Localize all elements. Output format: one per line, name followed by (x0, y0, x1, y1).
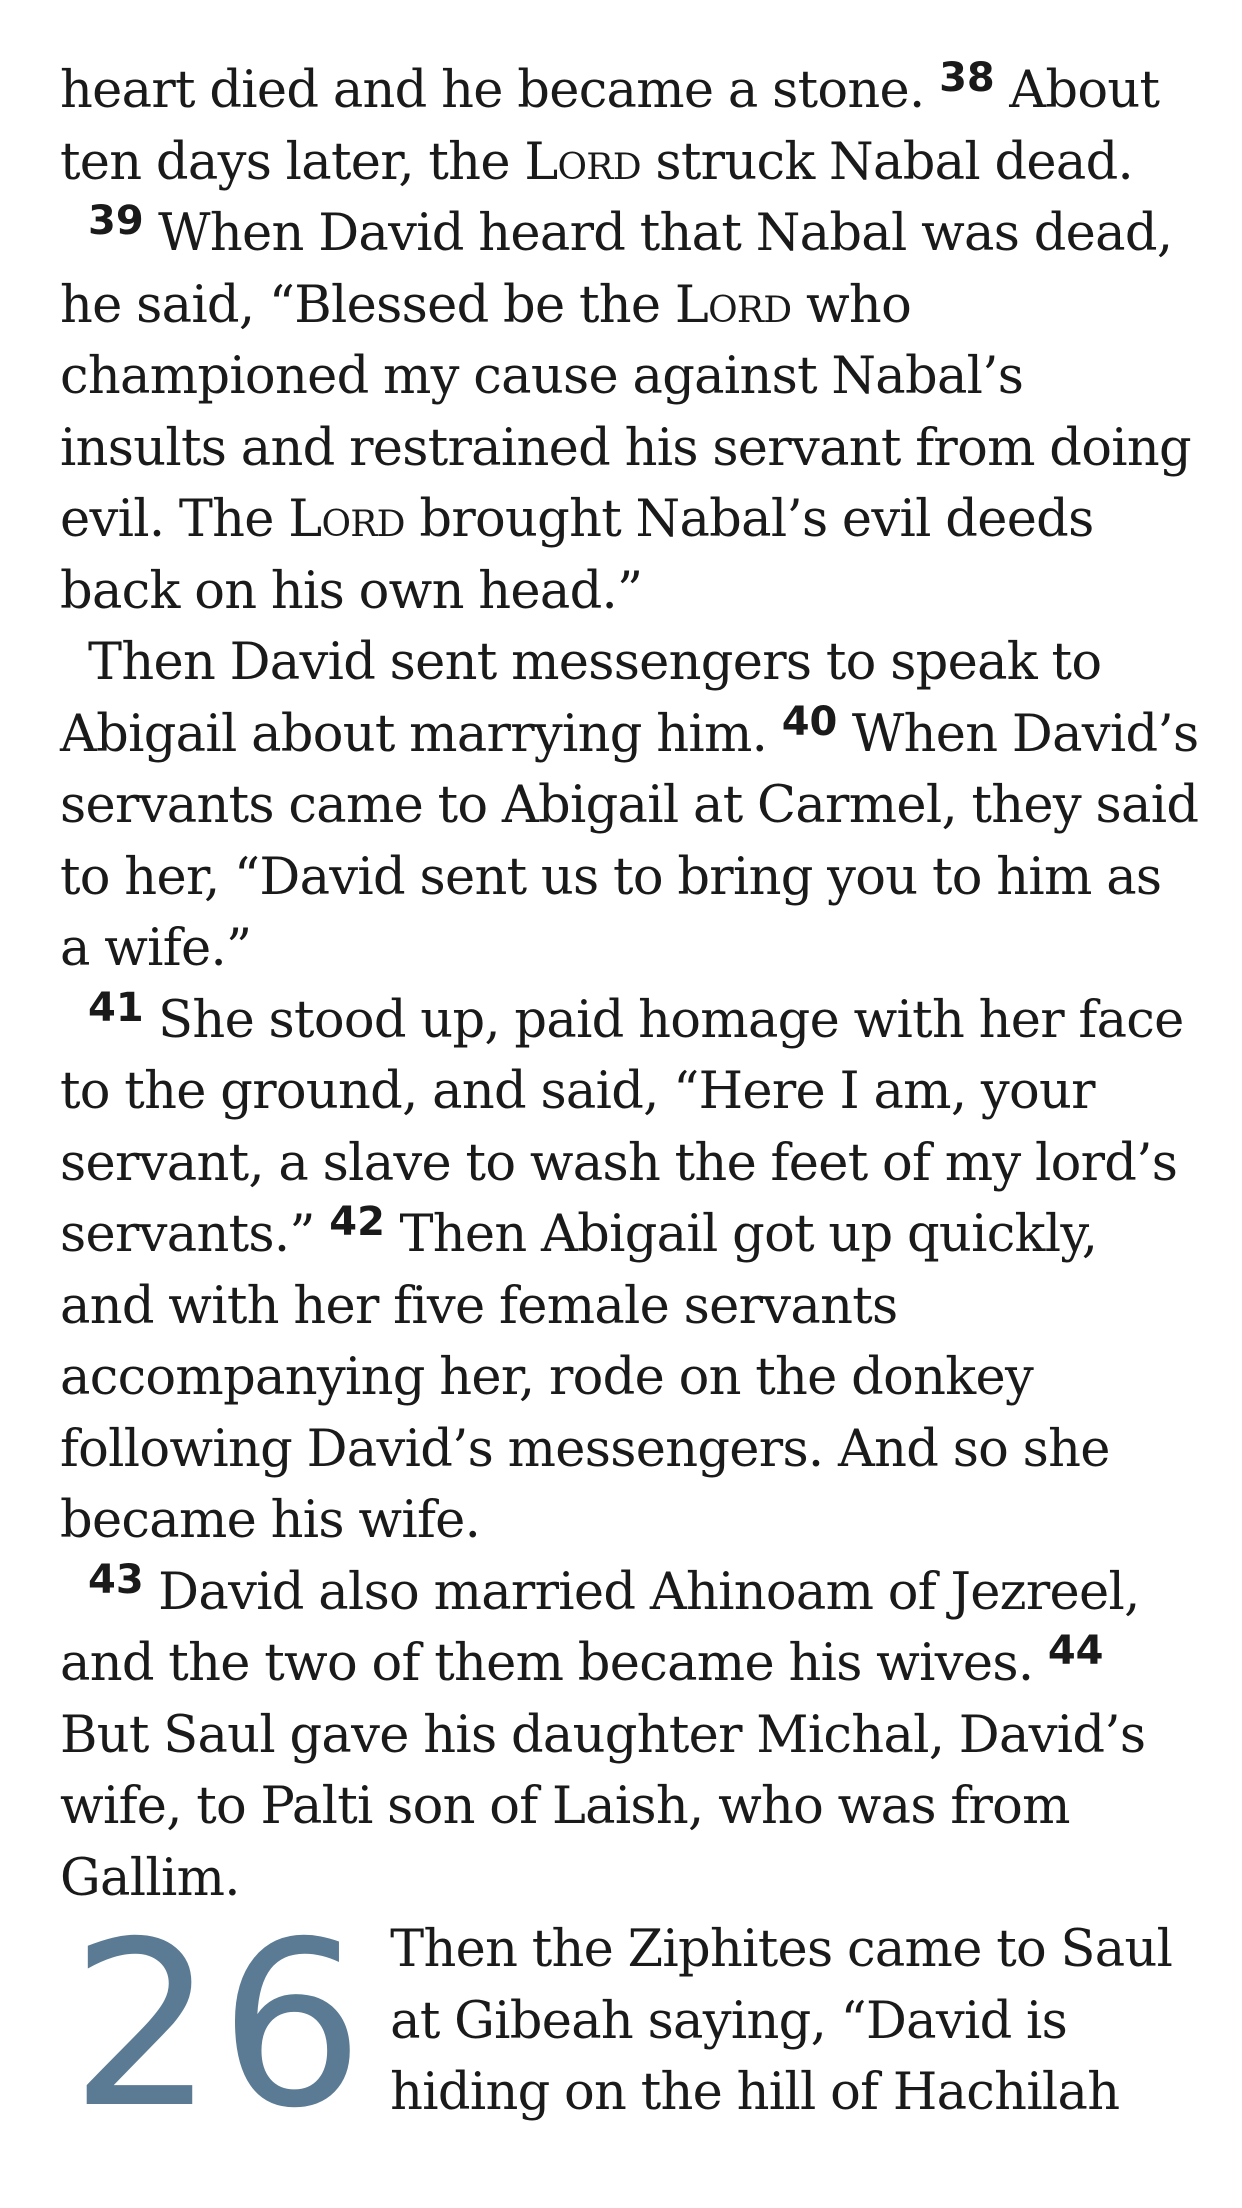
paragraph-verses-37-38 (60, 55, 1200, 198)
divine-name: Lord (288, 490, 405, 549)
verse-text: She stood up, paid homage with her face to the ground, and said, “Here I am, your servant, a slave to wash the feet of my lord’s servants.” (60, 990, 1184, 1264)
verse-text: who championed my cause against Nabal’s insults and restrained his servant from doing evil. The (60, 275, 1191, 549)
verse-text: Then Abigail got up quickly, and with her five female servants accompanying her, rode on the donkey following David’s messengers. And so she became his wife. (60, 1205, 1110, 1550)
reader-page (60, 55, 1200, 2158)
verse-number-40: 40 (781, 698, 838, 745)
paragraph-verse-39 (60, 198, 1200, 627)
verse-text: brought Nabal’s evil deeds back on his own head.” (60, 490, 1094, 621)
verse-text: David also married Ahinoam of Jezreel, and the two of them became his wives. (60, 1562, 1140, 1693)
paragraph-verses-43-44 (60, 1557, 1200, 1915)
verse-text: But Saul gave his daughter Michal, David’s wife, to Palti son of Laish, who was from Gallim. (60, 1705, 1146, 1908)
verse-text: About ten days later, the (60, 61, 1160, 192)
verse-number-39: 39 (88, 198, 144, 244)
paragraph-verses-41-42 (60, 985, 1200, 1557)
divine-name: Lord (674, 275, 792, 335)
verse-number-43: 43 (88, 1556, 144, 1603)
verse-text: Then David sent messengers to speak to Abigail about marrying him. (60, 633, 1102, 764)
verse-text: struck Nabal dead. (640, 132, 1134, 192)
verse-text: heart died and he became a stone. (60, 61, 940, 120)
chapter-number: 26 (70, 1892, 369, 2158)
verse-number-41: 41 (88, 984, 144, 1031)
divine-name: Lord (524, 132, 641, 192)
verse-number-44: 44 (1047, 1628, 1104, 1674)
verse-text: When David’s servants came to Abigail at Carmel, they said to her, “David sent us to bring you to him as a wife.” (60, 704, 1199, 978)
verse-number-38: 38 (939, 55, 995, 101)
verse-text: When David heard that Nabal was dead, he said, “Blessed be the (60, 204, 1173, 335)
verse-number-42: 42 (329, 1199, 385, 1245)
paragraph-verses-39-40 (60, 627, 1200, 985)
chapter-26-opening (60, 1892, 1200, 2158)
verse-text: Then the Ziphites came to Saul at Gibeah saying, “David is hiding on the hill of Hachilah (390, 1920, 1173, 2122)
